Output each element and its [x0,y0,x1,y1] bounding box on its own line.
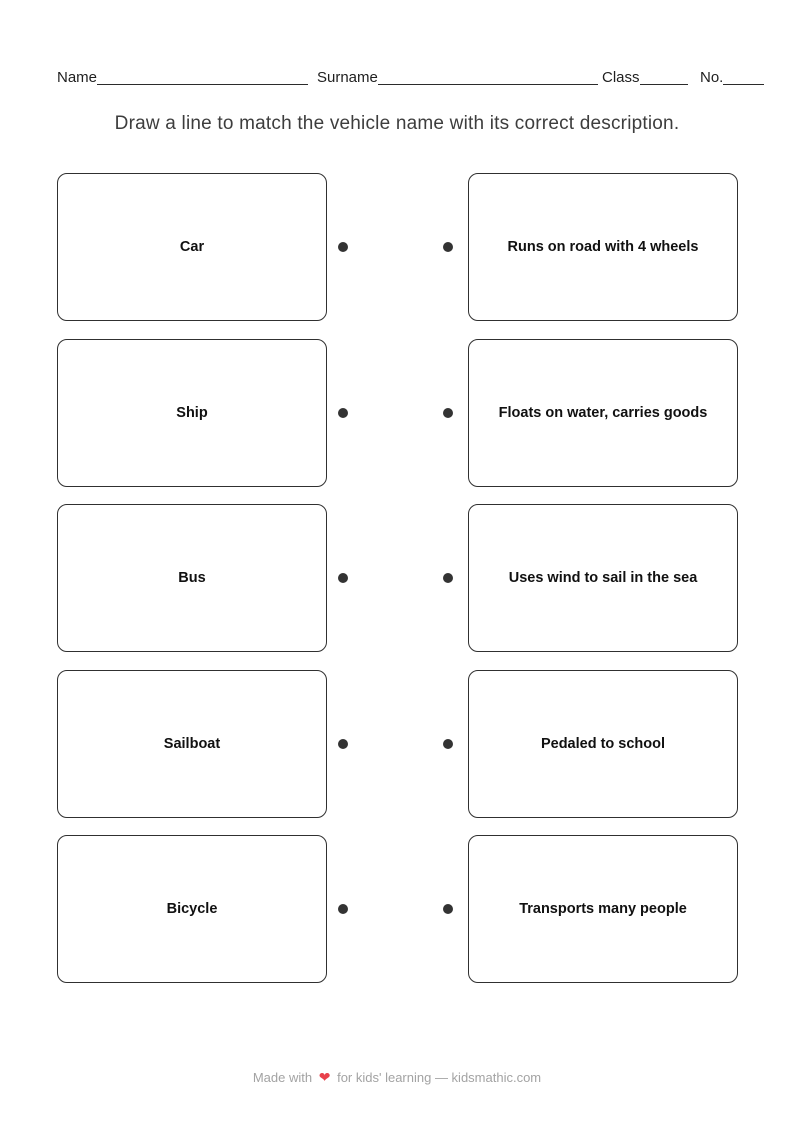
vehicle-label: Bicycle [166,900,218,917]
surname-field-line[interactable] [378,84,598,85]
no-field-line[interactable] [723,84,764,85]
matching-row [0,835,794,983]
connector-dot-right[interactable] [443,739,453,749]
connector-dot-left[interactable] [338,573,348,583]
name-field-line[interactable] [97,84,308,85]
description-card[interactable] [468,173,738,321]
description-label: Transports many people [519,900,687,917]
connector-dot-right[interactable] [443,242,453,252]
vehicle-card[interactable] [57,339,327,487]
connector-dot-left[interactable] [338,739,348,749]
vehicle-card[interactable] [57,835,327,983]
vehicle-label: Ship [176,404,208,421]
class-field-group [602,66,688,88]
description-card[interactable] [468,670,738,818]
description-label: Floats on water, carries goods [498,404,708,421]
name-field-group [57,66,308,88]
matching-row [0,504,794,652]
matching-row [0,670,794,818]
vehicle-card[interactable] [57,504,327,652]
vehicle-label: Sailboat [163,735,221,752]
vehicle-label: Car [179,238,205,255]
description-card[interactable] [468,835,738,983]
connector-dot-right[interactable] [443,573,453,583]
connector-dot-right[interactable] [443,408,453,418]
connector-dot-left[interactable] [338,242,348,252]
footer-text-right: for kids' learning — kidsmathic.com [337,1070,542,1085]
description-label: Pedaled to school [540,735,666,752]
class-label: Class [602,69,640,86]
vehicle-card[interactable] [57,173,327,321]
connector-dot-left[interactable] [338,904,348,914]
vehicle-label: Bus [178,569,206,586]
no-field-group [700,66,764,88]
description-label: Uses wind to sail in the sea [508,569,698,586]
description-card[interactable] [468,504,738,652]
description-card[interactable] [468,339,738,487]
connector-dot-left[interactable] [338,408,348,418]
vehicle-card[interactable] [57,670,327,818]
connector-dot-right[interactable] [443,904,453,914]
footer [0,1069,794,1087]
matching-row [0,173,794,321]
surname-field-group [317,66,598,88]
footer-text-left: Made with [252,1070,313,1085]
page-title: Draw a line to match the vehicle name with its correct description. [114,113,680,134]
surname-label: Surname [317,69,378,86]
heart-icon: ❤ [318,1070,331,1086]
matching-row [0,339,794,487]
class-field-line[interactable] [640,84,688,85]
no-label: No. [700,69,724,86]
name-label: Name [57,69,98,86]
description-label: Runs on road with 4 wheels [507,238,699,255]
